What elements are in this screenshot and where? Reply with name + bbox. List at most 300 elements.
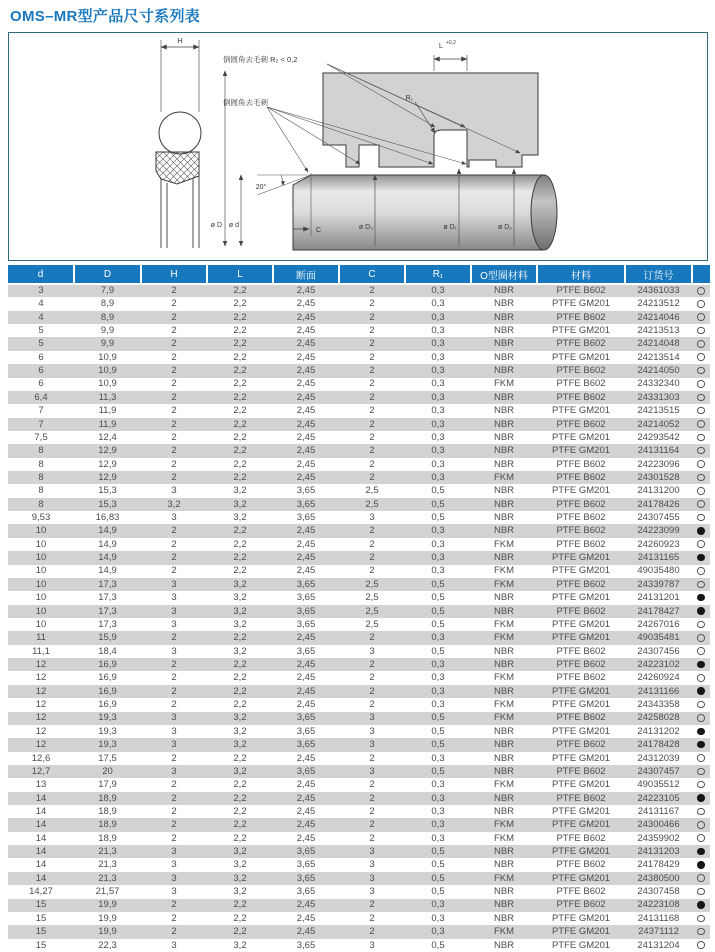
cell: 2 (339, 912, 405, 925)
cell: 3 (141, 872, 207, 885)
cell: 8 (8, 498, 74, 511)
availability-cell (692, 832, 710, 845)
cell: 24307455 (625, 511, 692, 524)
cell: NBR (471, 431, 537, 444)
cell: 3,65 (273, 939, 339, 952)
cell: 2 (141, 324, 207, 337)
cell: FKM (471, 618, 537, 631)
cell: PTFE B602 (537, 458, 625, 471)
availability-cell (692, 738, 710, 751)
cell: 3,65 (273, 712, 339, 725)
cell: 0,5 (405, 885, 471, 898)
cell: 15 (8, 899, 74, 912)
open-circle-icon (697, 340, 705, 348)
cell: 0,3 (405, 671, 471, 684)
technical-drawing (9, 33, 707, 260)
cell: 0,5 (405, 511, 471, 524)
cell: 17,3 (74, 618, 141, 631)
availability-cell (692, 378, 710, 391)
cell: FKM (471, 698, 537, 711)
cell: NBR (471, 458, 537, 471)
cell: 2,5 (339, 484, 405, 497)
cell: 0,5 (405, 725, 471, 738)
cell: 2,45 (273, 818, 339, 831)
cell: PTFE B602 (537, 792, 625, 805)
cell: 2,2 (207, 284, 273, 297)
cell: 19,3 (74, 738, 141, 751)
cell: 18,9 (74, 818, 141, 831)
cell: 0,3 (405, 551, 471, 564)
cell: 2 (339, 284, 405, 297)
cell: 2 (339, 337, 405, 350)
cell: 9,9 (74, 324, 141, 337)
cell: 0,3 (405, 685, 471, 698)
cell: NBR (471, 591, 537, 604)
cell: PTFE B602 (537, 658, 625, 671)
cell: 0,3 (405, 351, 471, 364)
cell: 2,2 (207, 458, 273, 471)
cell: 24301528 (625, 471, 692, 484)
cell: 2 (141, 565, 207, 578)
open-circle-icon (697, 420, 705, 428)
cell: 0,5 (405, 618, 471, 631)
cell: 2,5 (339, 578, 405, 591)
cell: FKM (471, 578, 537, 591)
cell: NBR (471, 337, 537, 350)
column-header (692, 265, 710, 284)
cell: 3,2 (207, 484, 273, 497)
cell: 3 (8, 284, 74, 297)
open-circle-icon (697, 821, 705, 829)
table-row (8, 538, 710, 551)
cell: PTFE GM201 (537, 805, 625, 818)
table-row (8, 778, 710, 791)
filled-circle-icon (697, 848, 705, 856)
cell: 10 (8, 538, 74, 551)
cell: 0,3 (405, 805, 471, 818)
open-circle-icon (697, 514, 705, 522)
table-row (8, 578, 710, 591)
cell: 3 (339, 712, 405, 725)
cell: 15 (8, 912, 74, 925)
availability-cell (692, 778, 710, 791)
cell: 2,2 (207, 832, 273, 845)
cell: 24131200 (625, 484, 692, 497)
cell: PTFE B602 (537, 605, 625, 618)
cell: 14,9 (74, 551, 141, 564)
cell: 2,2 (207, 378, 273, 391)
cell: NBR (471, 404, 537, 417)
table-row (8, 765, 710, 778)
cell: 3 (339, 511, 405, 524)
cell: 4 (8, 311, 74, 324)
cell: 2,2 (207, 818, 273, 831)
open-circle-icon (697, 367, 705, 375)
cell: PTFE B602 (537, 832, 625, 845)
cell: 24178427 (625, 605, 692, 618)
cell: 0,5 (405, 498, 471, 511)
open-circle-icon (697, 634, 705, 642)
open-circle-icon (697, 460, 705, 468)
cell: 14 (8, 805, 74, 818)
table-row (8, 658, 710, 671)
availability-cell (692, 391, 710, 404)
cell: 15,9 (74, 631, 141, 644)
cell: PTFE B602 (537, 498, 625, 511)
availability-cell (692, 725, 710, 738)
cell: 24260924 (625, 671, 692, 684)
cell: 24131203 (625, 845, 692, 858)
cell: 2 (339, 378, 405, 391)
cell: PTFE B602 (537, 671, 625, 684)
cell: 2,45 (273, 284, 339, 297)
cell: 3,2 (207, 858, 273, 871)
availability-cell (692, 698, 710, 711)
cell: FKM (471, 832, 537, 845)
dim-h-label: H (177, 36, 183, 45)
filled-circle-icon (697, 594, 705, 602)
cell: 0,5 (405, 872, 471, 885)
cell: 10 (8, 618, 74, 631)
o-ring (159, 112, 201, 154)
cell: 3,2 (141, 498, 207, 511)
cell: 2 (141, 778, 207, 791)
cell: 0,3 (405, 324, 471, 337)
cell: 0,3 (405, 778, 471, 791)
cell: 8,9 (74, 311, 141, 324)
cell: 19,9 (74, 912, 141, 925)
cell: 24131204 (625, 939, 692, 952)
cell: 3 (141, 845, 207, 858)
filled-circle-icon (697, 661, 705, 669)
cell: 2,2 (207, 364, 273, 377)
availability-cell (692, 444, 710, 457)
cell: NBR (471, 805, 537, 818)
availability-cell (692, 337, 710, 350)
cell: 2,45 (273, 671, 339, 684)
cell: 0,3 (405, 792, 471, 805)
cell: 3,65 (273, 872, 339, 885)
cell: 24131168 (625, 912, 692, 925)
availability-cell (692, 939, 710, 952)
cell: 2,45 (273, 458, 339, 471)
cell: 2,2 (207, 311, 273, 324)
cell: 0,5 (405, 578, 471, 591)
cell: 24300466 (625, 818, 692, 831)
cell: 2,5 (339, 498, 405, 511)
table-row (8, 939, 710, 952)
cell: 2 (339, 324, 405, 337)
cell: 24307458 (625, 885, 692, 898)
availability-cell (692, 645, 710, 658)
cell: 2 (339, 565, 405, 578)
cell: 2,2 (207, 925, 273, 938)
cell: 16,9 (74, 671, 141, 684)
cell: 14 (8, 818, 74, 831)
filled-circle-icon (697, 741, 705, 749)
cell: 22,3 (74, 939, 141, 952)
cell: 2,2 (207, 658, 273, 671)
cell: 2,45 (273, 364, 339, 377)
cell: 0,3 (405, 832, 471, 845)
cell: 2,2 (207, 524, 273, 537)
cell: 2 (339, 658, 405, 671)
cell: 14,9 (74, 565, 141, 578)
availability-cell (692, 618, 710, 631)
cell: 24131167 (625, 805, 692, 818)
availability-cell (692, 765, 710, 778)
dim-l-tolerance: +0,2 (446, 40, 456, 46)
cell: 2 (141, 752, 207, 765)
cell: 2,2 (207, 778, 273, 791)
radius-r1-label: R₁ (405, 95, 413, 102)
cell: 0,5 (405, 738, 471, 751)
cell: 24213513 (625, 324, 692, 337)
cell: 24223108 (625, 899, 692, 912)
cell: 3 (339, 885, 405, 898)
cell: NBR (471, 792, 537, 805)
availability-cell (692, 484, 710, 497)
cell: 19,3 (74, 712, 141, 725)
open-circle-icon (697, 781, 705, 789)
cell: 2 (141, 404, 207, 417)
cell: 2,2 (207, 418, 273, 431)
cell: 2,45 (273, 351, 339, 364)
cell: 15,3 (74, 498, 141, 511)
availability-cell (692, 578, 710, 591)
cell: 19,9 (74, 899, 141, 912)
product-dimension-table (8, 265, 710, 952)
cell: 3,2 (207, 765, 273, 778)
cell: 2 (339, 458, 405, 471)
cell: 3 (339, 738, 405, 751)
cell: 21,3 (74, 845, 141, 858)
cell: 2,45 (273, 378, 339, 391)
cell: 10,9 (74, 378, 141, 391)
cell: 2,2 (207, 752, 273, 765)
availability-cell (692, 899, 710, 912)
cell: 3,65 (273, 765, 339, 778)
cell: 14,9 (74, 524, 141, 537)
header-row (8, 265, 710, 284)
open-circle-icon (697, 768, 705, 776)
cell: PTFE GM201 (537, 591, 625, 604)
cell: 24267016 (625, 618, 692, 631)
filled-circle-icon (697, 527, 705, 535)
cell: 12,7 (8, 765, 74, 778)
availability-cell (692, 792, 710, 805)
cell: 49035480 (625, 565, 692, 578)
table-row (8, 899, 710, 912)
open-circle-icon (697, 380, 705, 388)
dim-D3-label: ø D₃ (358, 224, 373, 231)
cell: 2 (339, 792, 405, 805)
table-row (8, 818, 710, 831)
cell: 15 (8, 939, 74, 952)
cell: 3,65 (273, 591, 339, 604)
cell: 0,3 (405, 899, 471, 912)
cell: 18,9 (74, 805, 141, 818)
cell: 2,45 (273, 538, 339, 551)
cell: 2,2 (207, 631, 273, 644)
cell: NBR (471, 498, 537, 511)
dim-l-label: L (438, 41, 444, 50)
cell: 2 (339, 925, 405, 938)
availability-cell (692, 925, 710, 938)
availability-cell (692, 685, 710, 698)
table-row (8, 311, 710, 324)
availability-cell (692, 297, 710, 310)
cell: 7,9 (74, 284, 141, 297)
cell: 2,2 (207, 431, 273, 444)
cell: PTFE GM201 (537, 431, 625, 444)
cell: 12,9 (74, 444, 141, 457)
cell: 2,45 (273, 658, 339, 671)
rod-end-cap (531, 175, 557, 250)
open-circle-icon (697, 434, 705, 442)
cell: 3 (141, 858, 207, 871)
cell: 2 (141, 311, 207, 324)
table-row (8, 565, 710, 578)
cell: 8,9 (74, 297, 141, 310)
open-circle-icon (697, 474, 705, 482)
cell: 2 (339, 551, 405, 564)
cell: 2 (141, 805, 207, 818)
open-circle-icon (697, 754, 705, 762)
cell: 14 (8, 832, 74, 845)
cell: 8 (8, 471, 74, 484)
table-row (8, 685, 710, 698)
availability-cell (692, 364, 710, 377)
cell: 24343358 (625, 698, 692, 711)
cell: 0,3 (405, 925, 471, 938)
cell: 12,9 (74, 458, 141, 471)
table-row (8, 404, 710, 417)
table-row (8, 471, 710, 484)
cell: 24260923 (625, 538, 692, 551)
cell: 24223096 (625, 458, 692, 471)
cell: 7 (8, 418, 74, 431)
open-circle-icon (697, 313, 705, 321)
table-row (8, 297, 710, 310)
cell: 3 (339, 872, 405, 885)
cell: 20 (74, 765, 141, 778)
cell: NBR (471, 765, 537, 778)
column-header: d (8, 265, 74, 284)
cell: PTFE GM201 (537, 845, 625, 858)
cell: PTFE GM201 (537, 725, 625, 738)
table-row (8, 925, 710, 938)
cell: NBR (471, 685, 537, 698)
cell: FKM (471, 471, 537, 484)
cell: 3 (339, 845, 405, 858)
table-row (8, 284, 710, 297)
table-row (8, 752, 710, 765)
cell: 2 (141, 698, 207, 711)
cell: NBR (471, 605, 537, 618)
cell: 16,9 (74, 685, 141, 698)
cell: PTFE GM201 (537, 324, 625, 337)
cell: 18,9 (74, 832, 141, 845)
availability-cell (692, 658, 710, 671)
cell: 0,3 (405, 471, 471, 484)
cell: 2,45 (273, 832, 339, 845)
cell: 0,3 (405, 418, 471, 431)
table-row (8, 618, 710, 631)
cell: PTFE GM201 (537, 872, 625, 885)
cell: PTFE GM201 (537, 912, 625, 925)
cell: 0,3 (405, 391, 471, 404)
cell: 2 (339, 311, 405, 324)
open-circle-icon (697, 287, 705, 295)
cell: 2,45 (273, 925, 339, 938)
cell: 3 (141, 885, 207, 898)
cell: 2 (141, 899, 207, 912)
cell: 3 (339, 725, 405, 738)
cell: 0,3 (405, 364, 471, 377)
open-circle-icon (697, 300, 705, 308)
table-row (8, 591, 710, 604)
cell: 12 (8, 712, 74, 725)
table-row (8, 725, 710, 738)
open-circle-icon (697, 621, 705, 629)
cell: PTFE GM201 (537, 484, 625, 497)
cell: 6 (8, 378, 74, 391)
cell: 19,3 (74, 725, 141, 738)
table-row (8, 605, 710, 618)
cell: PTFE B602 (537, 738, 625, 751)
availability-cell (692, 551, 710, 564)
cell: 2 (339, 685, 405, 698)
cell: PTFE GM201 (537, 297, 625, 310)
cell: 3,2 (207, 725, 273, 738)
open-circle-icon (697, 567, 705, 575)
cell: 2 (141, 524, 207, 537)
cell: 3,2 (207, 872, 273, 885)
cell: 24312039 (625, 752, 692, 765)
cell: 24131165 (625, 551, 692, 564)
table-row (8, 418, 710, 431)
cell: PTFE B602 (537, 337, 625, 350)
cell: 3,2 (207, 498, 273, 511)
availability-cell (692, 818, 710, 831)
cell: 3,65 (273, 738, 339, 751)
cell: 3 (141, 712, 207, 725)
cell: NBR (471, 551, 537, 564)
cell: 3 (141, 591, 207, 604)
cell: 2,45 (273, 778, 339, 791)
filled-circle-icon (697, 554, 705, 562)
cell: 2 (339, 297, 405, 310)
cell: 2,5 (339, 618, 405, 631)
cell: NBR (471, 725, 537, 738)
cell: NBR (471, 324, 537, 337)
cell: 12,4 (74, 431, 141, 444)
cell: 3,65 (273, 511, 339, 524)
cell: 14 (8, 792, 74, 805)
table-row (8, 431, 710, 444)
open-circle-icon (697, 701, 705, 709)
availability-cell (692, 511, 710, 524)
cell: 24214048 (625, 337, 692, 350)
cell: 2,2 (207, 404, 273, 417)
cell: PTFE B602 (537, 364, 625, 377)
cell: 24178429 (625, 858, 692, 871)
availability-cell (692, 311, 710, 324)
cell: 0,5 (405, 484, 471, 497)
filled-circle-icon (697, 861, 705, 869)
cell: 0,3 (405, 818, 471, 831)
